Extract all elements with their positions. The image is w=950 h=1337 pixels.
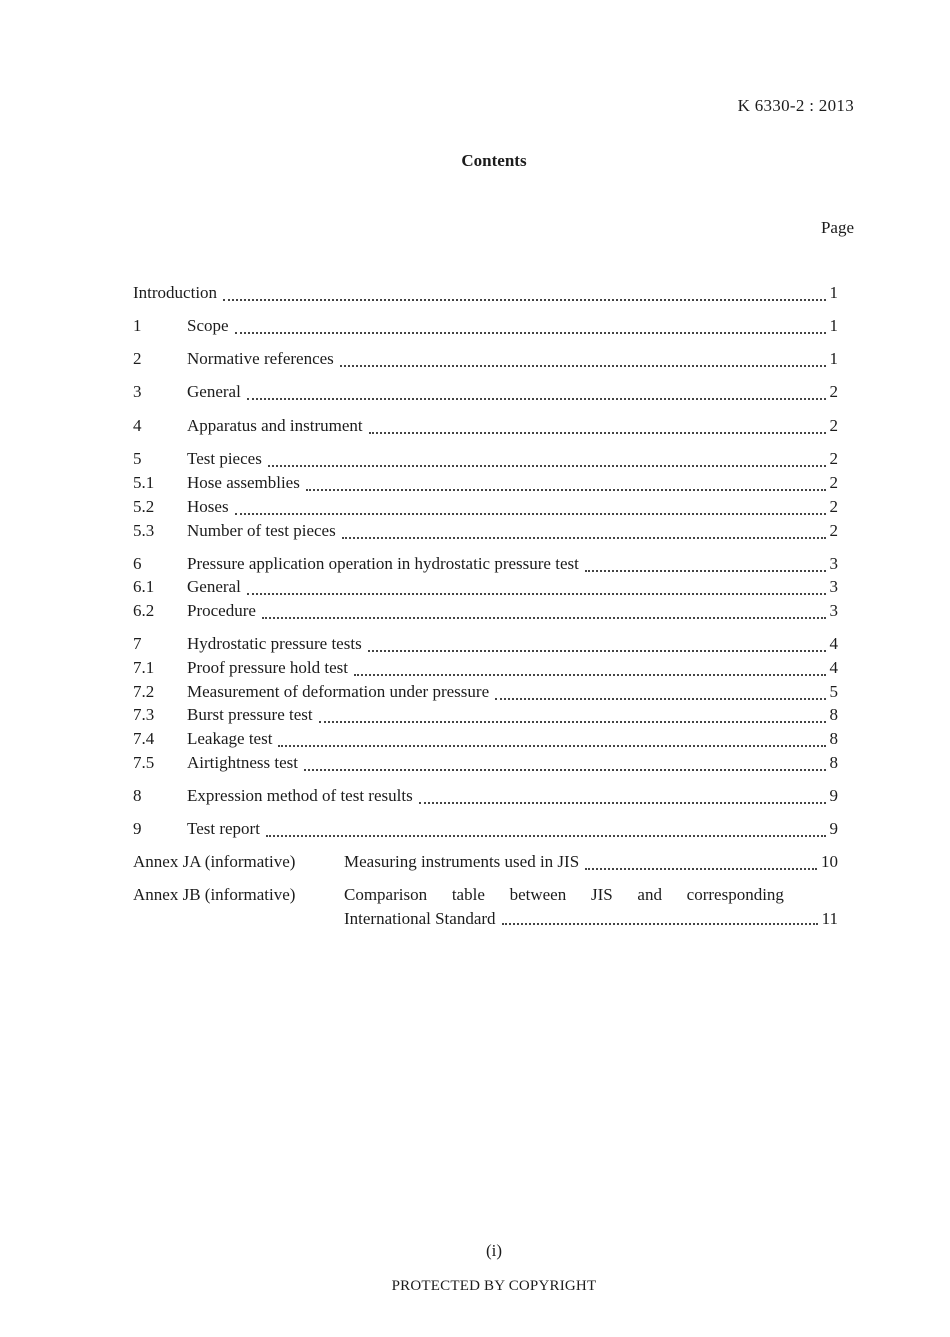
leader-dots — [278, 733, 825, 747]
toc-entry[interactable] — [133, 682, 838, 706]
toc-section-number: 1 — [133, 316, 142, 335]
toc-entry-title: General — [187, 577, 241, 596]
toc-page-number: 3 — [829, 554, 838, 573]
toc-entry[interactable] — [133, 473, 838, 497]
toc-page-number: 2 — [829, 416, 838, 435]
toc-entry-title: Procedure — [187, 601, 256, 620]
toc-entry-title: Measuring instruments used in JIS — [344, 852, 580, 871]
title-word: corresponding — [686, 885, 784, 904]
toc-page-number: 11 — [821, 909, 838, 928]
toc-entry-annex-ja[interactable] — [133, 852, 838, 876]
toc-entry-title: Number of test pieces — [187, 521, 336, 540]
leader-dots — [235, 501, 826, 515]
toc-page-number: 1 — [829, 349, 838, 368]
toc-entry[interactable] — [133, 449, 838, 473]
toc-section-number: 8 — [133, 786, 142, 805]
toc-page-number: 2 — [829, 473, 838, 492]
toc-page-number: 1 — [829, 316, 838, 335]
toc-entry-title: Test report — [187, 819, 260, 838]
toc-page-number: 3 — [829, 601, 838, 620]
leader-dots — [304, 757, 826, 771]
toc-entry[interactable] — [133, 416, 838, 440]
toc-section-number: 7 — [133, 634, 142, 653]
leader-dots — [495, 686, 825, 700]
toc-entry[interactable] — [133, 753, 838, 777]
toc-entry-introduction[interactable] — [133, 283, 838, 307]
toc-entry-annex-jb[interactable] — [133, 885, 838, 933]
toc-section-number: 7.4 — [133, 729, 155, 748]
annex-label: Annex JB (informative) — [133, 885, 296, 904]
toc-section-number: 6.1 — [133, 577, 155, 596]
toc-page-number: 8 — [829, 753, 838, 772]
toc-entry-title: Introduction — [133, 283, 218, 302]
leader-dots — [262, 605, 826, 619]
title-word: between — [509, 885, 567, 904]
toc-entry[interactable] — [133, 521, 838, 545]
toc-page-number: 1 — [829, 283, 838, 302]
toc-entry-title: Airtightness test — [187, 753, 298, 772]
toc-entry-title: Hoses — [187, 497, 229, 516]
annex-label: Annex JA (informative) — [133, 852, 296, 871]
toc-entry[interactable] — [133, 658, 838, 682]
toc-section-number: 7.5 — [133, 753, 155, 772]
toc-entry-title: International Standard — [344, 909, 496, 928]
toc-section-number: 6.2 — [133, 601, 155, 620]
leader-dots — [235, 320, 826, 334]
toc-entry[interactable] — [133, 729, 838, 753]
toc-page-number: 8 — [829, 705, 838, 724]
toc-section-number: 4 — [133, 416, 142, 435]
toc-section-number: 3 — [133, 382, 142, 401]
toc-page-number: 2 — [829, 449, 838, 468]
toc-entry-title: Hose assemblies — [187, 473, 300, 492]
toc-entry[interactable] — [133, 577, 838, 601]
toc-section-number: 5.2 — [133, 497, 155, 516]
toc-page-number: 9 — [829, 819, 838, 838]
toc-entry-title: Leakage test — [187, 729, 273, 748]
leader-dots — [354, 662, 825, 676]
copyright-notice: PROTECTED BY COPYRIGHT — [391, 1278, 597, 1294]
toc-page-number: 2 — [829, 497, 838, 516]
toc-entry-title: Test pieces — [187, 449, 262, 468]
toc-page-number: 4 — [829, 634, 838, 653]
title-word: Comparison — [344, 885, 428, 904]
toc-page-number: 9 — [829, 786, 838, 805]
leader-dots — [223, 287, 825, 301]
page-column-label: Page — [820, 218, 854, 237]
toc-entry-title-line1 — [344, 885, 784, 905]
toc-entry-title: Scope — [187, 316, 229, 335]
toc-section-number: 6 — [133, 554, 142, 573]
toc-entry[interactable] — [133, 382, 838, 406]
leader-dots — [368, 638, 826, 652]
title-word: and — [637, 885, 662, 904]
toc-section-number: 5.1 — [133, 473, 155, 492]
toc-page-number: 10 — [821, 852, 838, 871]
toc-page-number: 8 — [829, 729, 838, 748]
toc-entry-title: General — [187, 382, 241, 401]
leader-dots — [319, 709, 826, 723]
toc-entry[interactable] — [133, 554, 838, 578]
toc-entry[interactable] — [133, 497, 838, 521]
toc-page-number: 2 — [829, 382, 838, 401]
toc-page-number: 3 — [829, 577, 838, 596]
toc-entry[interactable] — [133, 819, 838, 843]
toc-entry-title: Expression method of test results — [187, 786, 413, 805]
toc-entry-title: Pressure application operation in hydrostatic pressure test — [187, 554, 579, 573]
leader-dots — [342, 525, 826, 539]
toc-entry-title: Normative references — [187, 349, 334, 368]
toc-entry[interactable] — [133, 634, 838, 658]
toc-entry-title: Measurement of deformation under pressure — [187, 682, 490, 701]
leader-dots — [585, 856, 817, 870]
leader-dots — [306, 477, 826, 491]
leader-dots — [502, 911, 818, 925]
toc-entry[interactable] — [133, 316, 838, 340]
toc-entry-title: Hydrostatic pressure tests — [187, 634, 362, 653]
page-title: Contents — [461, 151, 527, 170]
title-word: JIS — [590, 885, 613, 904]
toc-entry[interactable] — [133, 601, 838, 625]
toc-section-number: 7.1 — [133, 658, 155, 677]
leader-dots — [419, 790, 826, 804]
toc-section-number: 5.3 — [133, 521, 155, 540]
toc-section-number: 5 — [133, 449, 142, 468]
leader-dots — [268, 453, 826, 467]
toc-page-number: 4 — [829, 658, 838, 677]
toc-entry-title-line2 — [344, 909, 838, 929]
toc-entry[interactable] — [133, 349, 838, 373]
leader-dots — [247, 581, 826, 595]
toc-section-number: 7.3 — [133, 705, 155, 724]
leader-dots — [266, 823, 826, 837]
leader-dots — [369, 420, 826, 434]
toc-entry-title: Apparatus and instrument — [187, 416, 363, 435]
toc-page-number: 2 — [829, 521, 838, 540]
toc-entry[interactable] — [133, 705, 838, 729]
toc-section-number: 7.2 — [133, 682, 155, 701]
toc-entry-title: Burst pressure test — [187, 705, 313, 724]
doc-number: K 6330-2 : 2013 — [737, 96, 854, 115]
leader-dots — [585, 558, 826, 572]
toc-entry[interactable] — [133, 786, 838, 810]
toc-section-number: 2 — [133, 349, 142, 368]
title-word: table — [451, 885, 485, 904]
toc-section-number: 9 — [133, 819, 142, 838]
toc-page-number: 5 — [829, 682, 838, 701]
leader-dots — [340, 353, 826, 367]
leader-dots — [247, 386, 826, 400]
toc-entry-title: Proof pressure hold test — [187, 658, 349, 677]
footer-page-number: (i) — [485, 1241, 503, 1260]
